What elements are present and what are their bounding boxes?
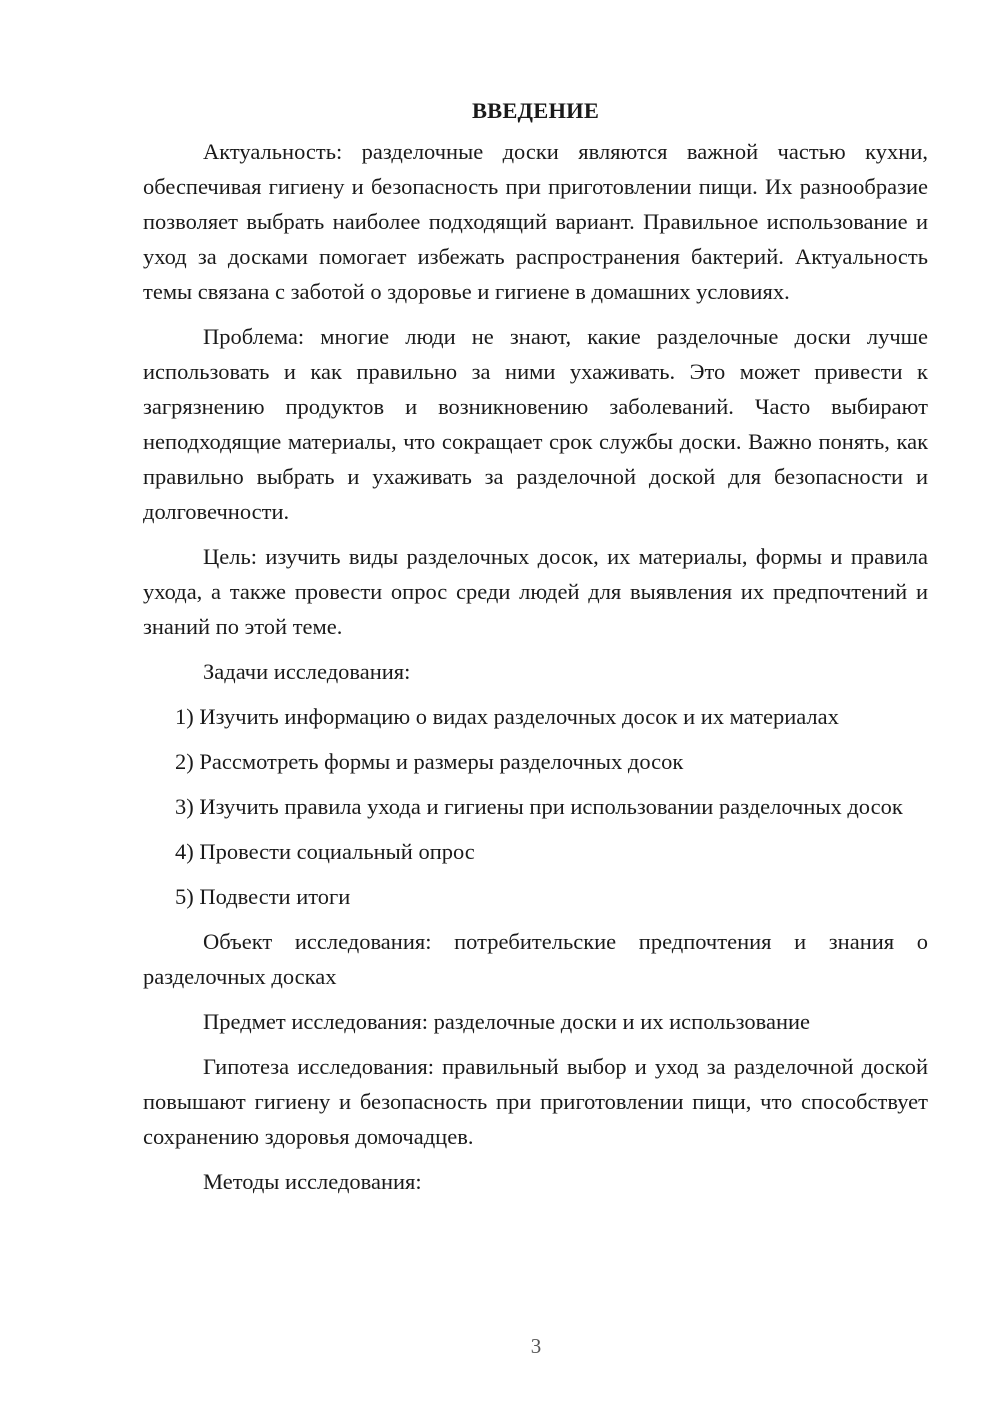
methods-heading: Методы исследования:: [203, 1169, 422, 1194]
task-item: 3) Изучить правила ухода и гигиены при использовании разделочных досок: [175, 794, 903, 819]
problem-paragraph: Проблема: многие люди не знают, какие разделочные доски лучше использовать и как правильно за ними ухаживать. Это может привести к загрязнению продуктов и возникновению заболеваний. Часто выбирают неподходящие материалы, что сокращает срок службы доски. Важно понять, как правильно выбрать и ухаживать за разделочной доской для безопасности и долговечности.: [143, 324, 928, 524]
page-number: 3: [530, 1334, 542, 1358]
page-content: [143, 98, 928, 1209]
task-item: 2) Рассмотреть формы и размеры разделочных досок: [175, 749, 684, 774]
goal-paragraph: Цель: изучить виды разделочных досок, их материалы, формы и правила ухода, а также провести опрос среди людей для выявления их предпочтений и знаний по этой теме.: [143, 544, 928, 639]
object-paragraph: Объект исследования: потребительские предпочтения и знания о разделочных досках: [143, 929, 928, 989]
tasks-heading: Задачи исследования:: [203, 659, 411, 684]
relevance-paragraph: Актуальность: разделочные доски являются важной частью кухни, обеспечивая гигиену и безопасность при приготовлении пищи. Их разнообразие позволяет выбрать наиболее подходящий вариант. Правильное использование и уход за досками помогает избежать распространения бактерий. Актуальность темы связана с заботой о здоровье и гигиене в домашних условиях.: [143, 139, 928, 304]
task-item: 1) Изучить информацию о видах разделочных досок и их материалах: [175, 704, 839, 729]
page-title: ВВЕДЕНИЕ: [471, 98, 600, 123]
hypothesis-paragraph: Гипотеза исследования: правильный выбор и уход за разделочной доской повышают гигиену и безопасность при приготовлении пищи, что способствует сохранению здоровья домочадцев.: [143, 1054, 928, 1149]
subject-paragraph: Предмет исследования: разделочные доски и их использование: [203, 1009, 811, 1034]
task-item: 5) Подвести итоги: [175, 884, 351, 909]
task-item: 4) Провести социальный опрос: [175, 839, 475, 864]
